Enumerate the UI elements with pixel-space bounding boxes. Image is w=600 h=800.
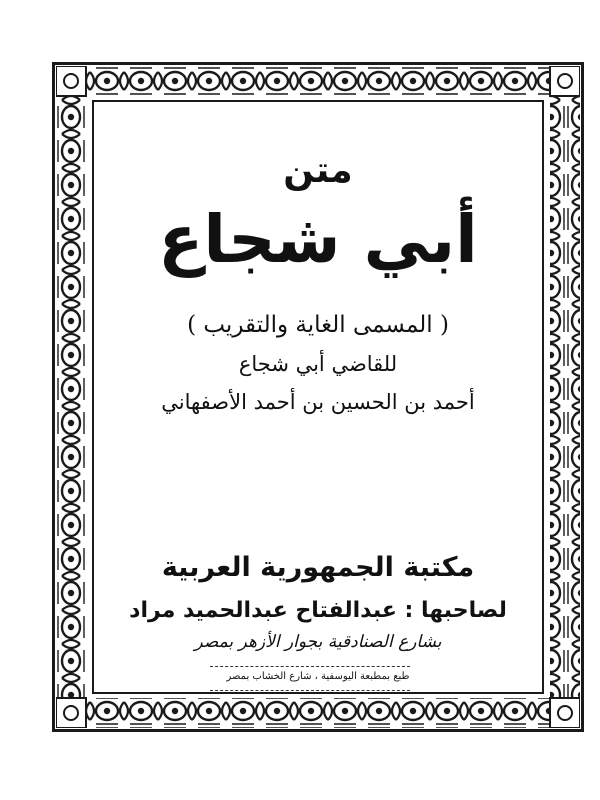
book-title: أبي شجاع [158, 201, 478, 278]
publisher-name: مكتبة الجمهورية العربية [161, 552, 475, 583]
divider-top [210, 666, 410, 667]
divider-bottom [210, 690, 410, 691]
author-attribution: للقاضي أبي شجاع [238, 352, 398, 376]
publisher-address: بشارع الصنادقية بجوار الأزهر بمصر [194, 632, 442, 652]
matn-heading: متن [283, 150, 353, 191]
author-full-name: أحمد بن الحسين بن أحمد الأصفهاني [161, 390, 475, 414]
publisher-owner: لصاحبها : عبدالفتاح عبدالحميد مراد [129, 598, 507, 623]
book-subtitle: ( المسمى الغاية والتقريب ) [187, 312, 449, 338]
printer-note: طبع بمطبعة اليوسفية ، شارع الخشاب بمصر [226, 671, 410, 682]
